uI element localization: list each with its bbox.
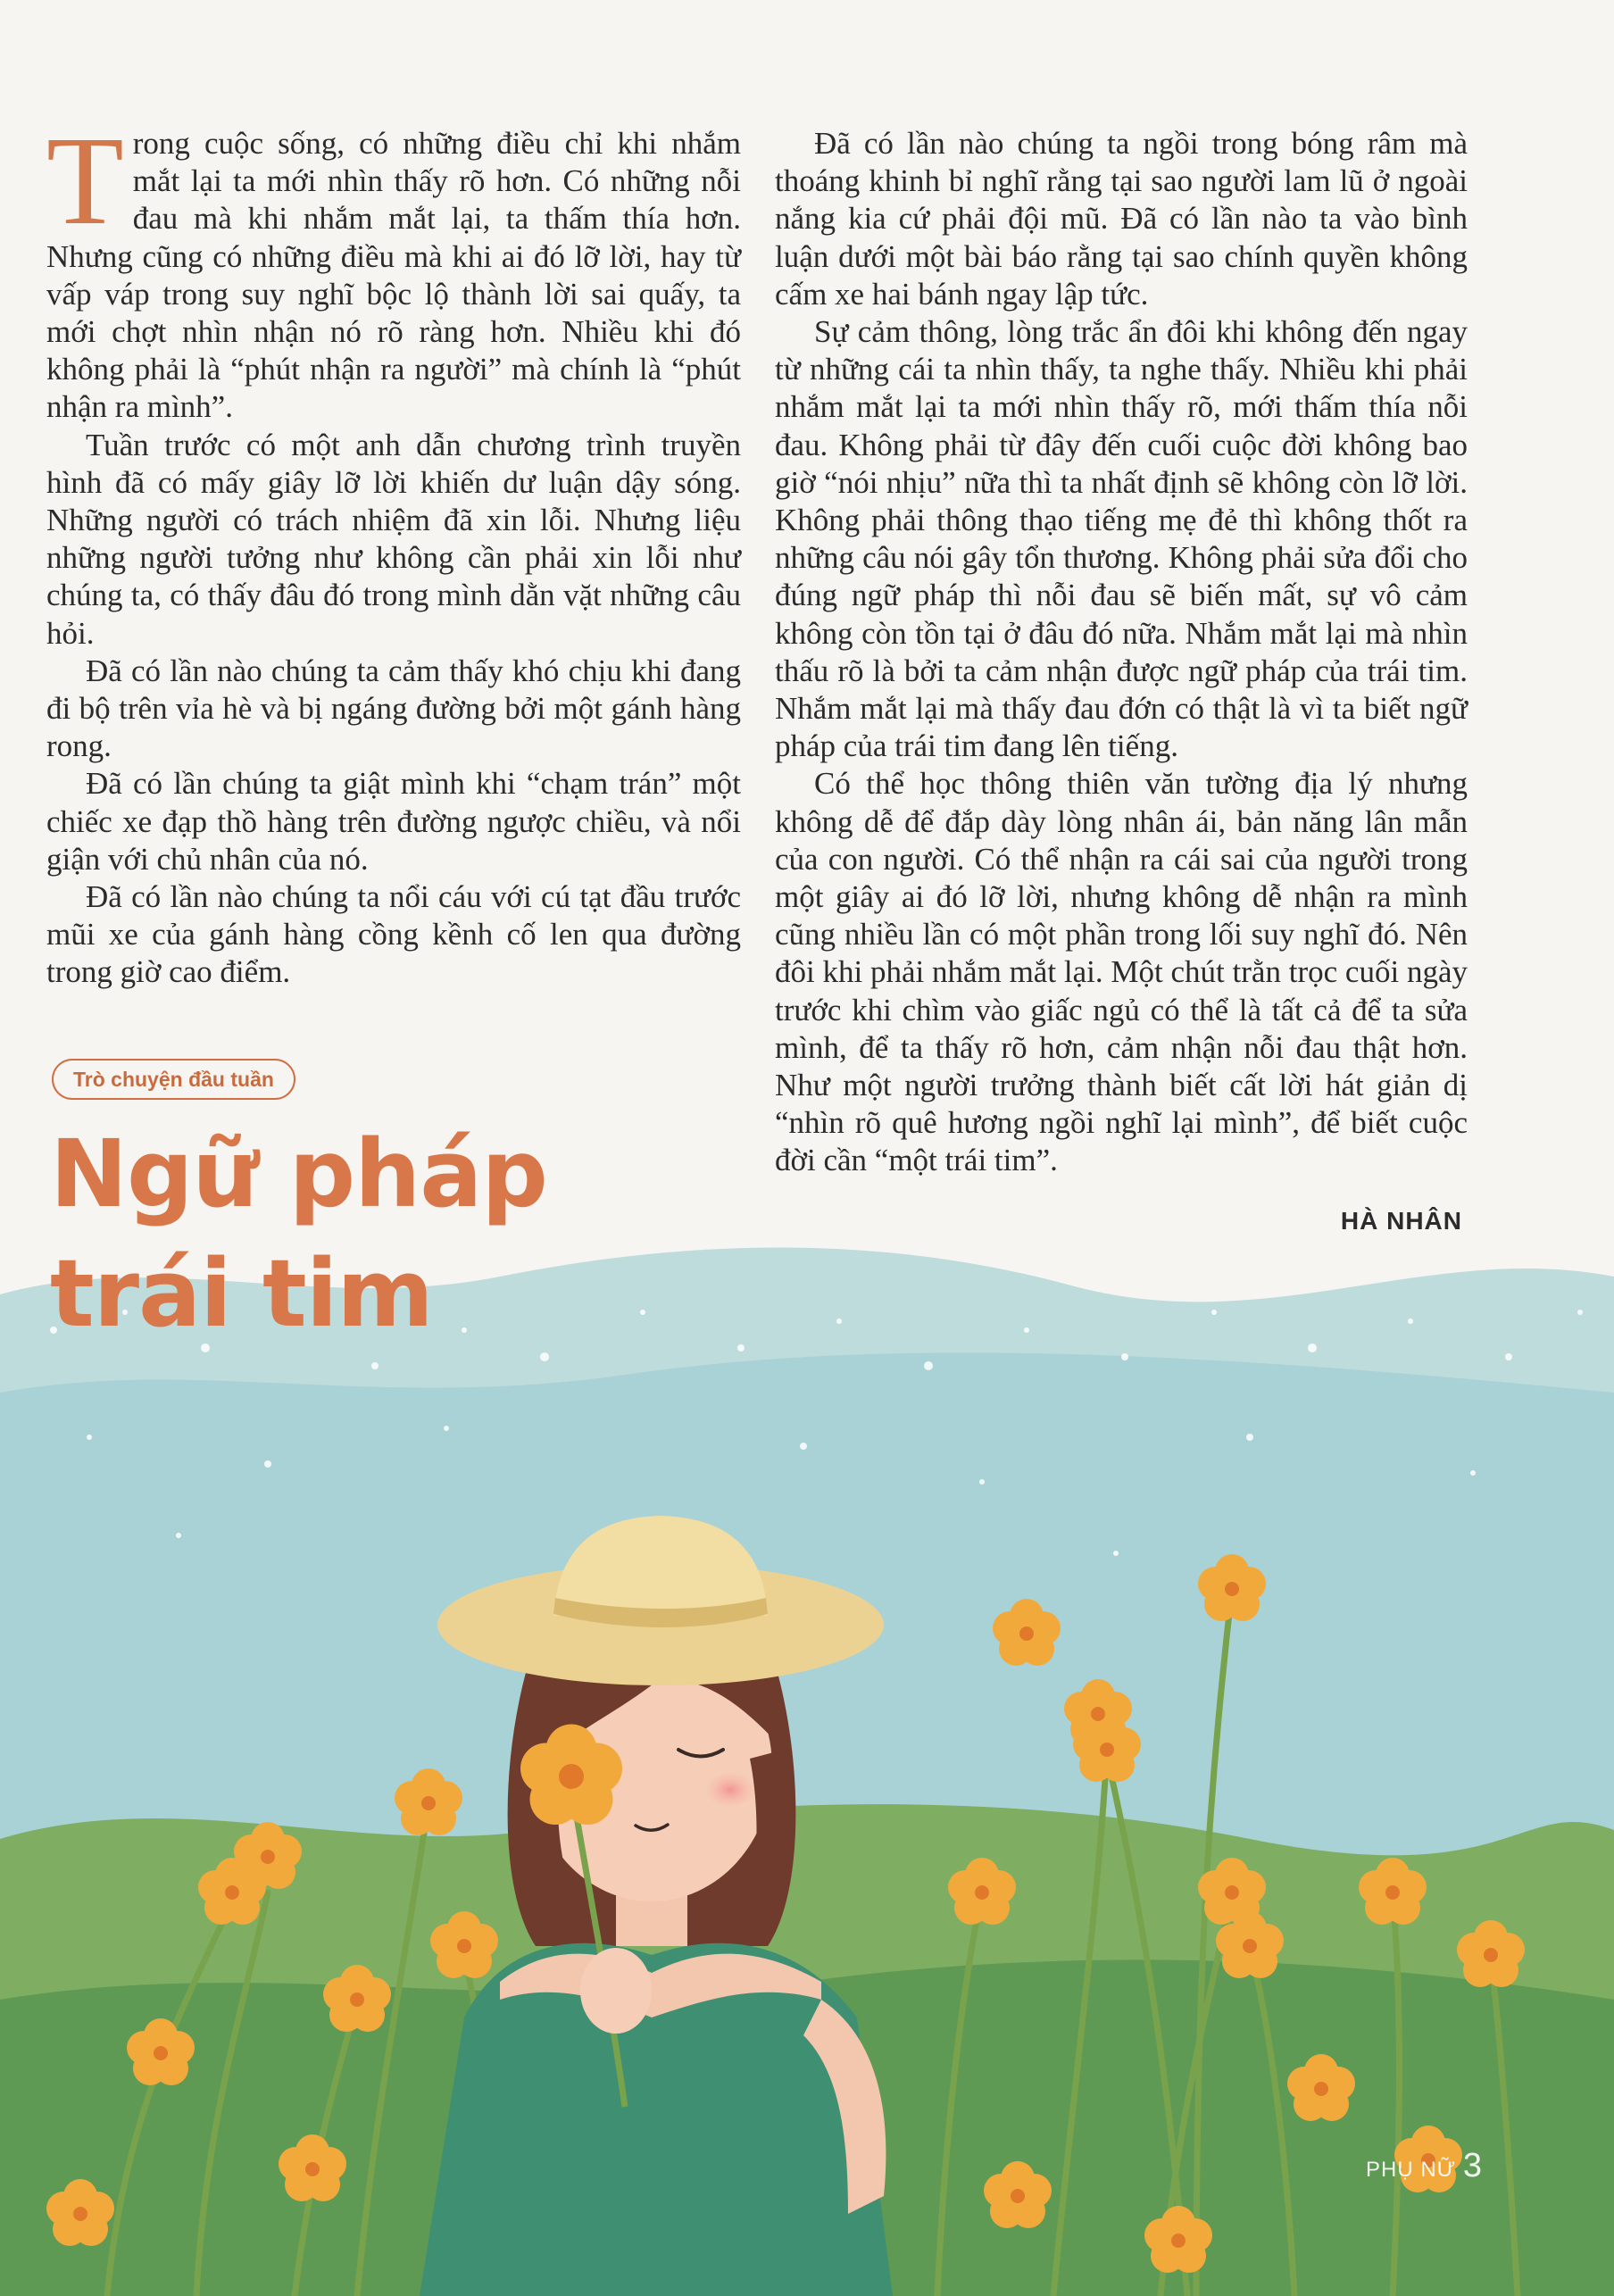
article-paragraph: Đã có lần nào chúng ta nổi cáu với cú tạt đầu trước mũi xe của gánh hàng cồng kềnh cố len qua đường trong giờ cao điểm. [46,879,741,990]
page-folio [1366,2147,1483,2185]
article-title [50,1114,547,1353]
article-paragraph: Đã có lần nào chúng ta cảm thấy khó chịu khi đang đi bộ trên vỉa hè và bị ngáng đường bởi một gánh hàng rong. [46,653,741,764]
article-paragraph: Trong cuộc sống, có những điều chỉ khi nhắm mắt lại ta mới nhìn thấy rõ hơn. Có những nỗi đau mà khi nhắm mắt lại, ta thấm thía hơn. Nhưng cũng có những điều mà khi ai đó lỡ lời, hay từ vấp váp trong suy nghĩ bộc lộ thành lời sai quấy, ta mới chợt nhìn nhận nó rõ ràng hơn. Nhiều khi đó không phải là “phút nhận ra người” mà chính là “phút nhận ra mình”. [46,110,741,425]
title-line-2: trái tim [50,1239,433,1348]
author-byline: HÀ NHÂN [1340,1207,1462,1235]
article-paragraph: Tuần trước có một anh dẫn chương trình truyền hình đã có mấy giây lỡ lời khiến dư luận dậy sóng. Những người có trách nhiệm đã xin lỗi. Nhưng liệu những người tưởng như không cần phải xin lỗi như chúng ta, có thấy đâu đó trong mình dằn vặt những câu hỏi. [46,427,741,651]
article-right-column [775,125,1468,1180]
article-paragraph: Đã có lần chúng ta giật mình khi “chạm trán” một chiếc xe đạp thồ hàng trên đường ngược chiều, và nổi giận với chủ nhân của nó. [46,766,741,877]
magazine-name: PHỤ NỮ [1366,2158,1457,2182]
meadow-illustration [0,1214,1614,2296]
column-label-badge: Trò chuyện đầu tuần [52,1059,295,1100]
article-paragraph: Đã có lần nào chúng ta ngồi trong bóng râm mà thoáng khinh bỉ nghĩ rằng tại sao người lam lũ ở ngoài nắng kia cứ phải đội mũ. Đã có lần nào ta vào bình luận dưới một bài báo rằng tại sao chính quyền không cấm xe hai bánh ngay lập tức. [775,126,1468,312]
article-paragraph: Sự cảm thông, lòng trắc ẩn đôi khi không đến ngay từ những cái ta nhìn thấy, ta nghe thấy. Nhiều khi phải nhắm mắt lại ta mới nhìn thấy rõ, mới thấm thía nỗi đau. Không phải từ đây đến cuối cuộc đời không bao giờ “nói nhịu” nữa thì ta nhất định sẽ không còn lỡ lời. Không phải thông thạo tiếng mẹ đẻ thì không thốt ra những câu nói gây tổn thương. Không phải sửa đổi cho đúng ngữ pháp thì nỗi đau sẽ biến mất, sự vô cảm không còn tồn tại ở đâu đó nữa. Nhắm mắt lại mà nhìn thấu rõ là bởi ta cảm nhận được ngữ pháp của trái tim. Nhắm mắt lại mà thấy đau đớn có thật là vì ta biết ngữ pháp của trái tim đang lên tiếng. [775,314,1468,764]
page-number: 3 [1462,2147,1483,2184]
article-paragraph: Có thể học thông thiên văn tường địa lý nhưng không dễ để đắp dày lòng nhân ái, bản năng lân mẫn của con người. Có thể nhận ra cái sai của người trong một giây ai đó lỡ lời, nhưng không dễ nhận ra mình cũng nhiều lần có một phần trong lối suy nghĩ đó. Nên đôi khi phải nhắm mắt lại. Một chút trằn trọc cuối ngày trước khi chìm vào giấc ngủ có thể là tất cả để ta sửa mình, để ta thấy rõ hơn, cảm nhận nỗi đau thật hơn. Như một người trưởng thành biết cất lời hát giản dị “nhìn rõ quê hương ngồi nghĩ lại mình”, để biết cuộc đời cần “một trái tim”. [775,766,1468,1178]
drop-cap: T [46,110,124,251]
title-line-1: Ngữ pháp [50,1119,547,1228]
article-left-column [46,110,741,992]
